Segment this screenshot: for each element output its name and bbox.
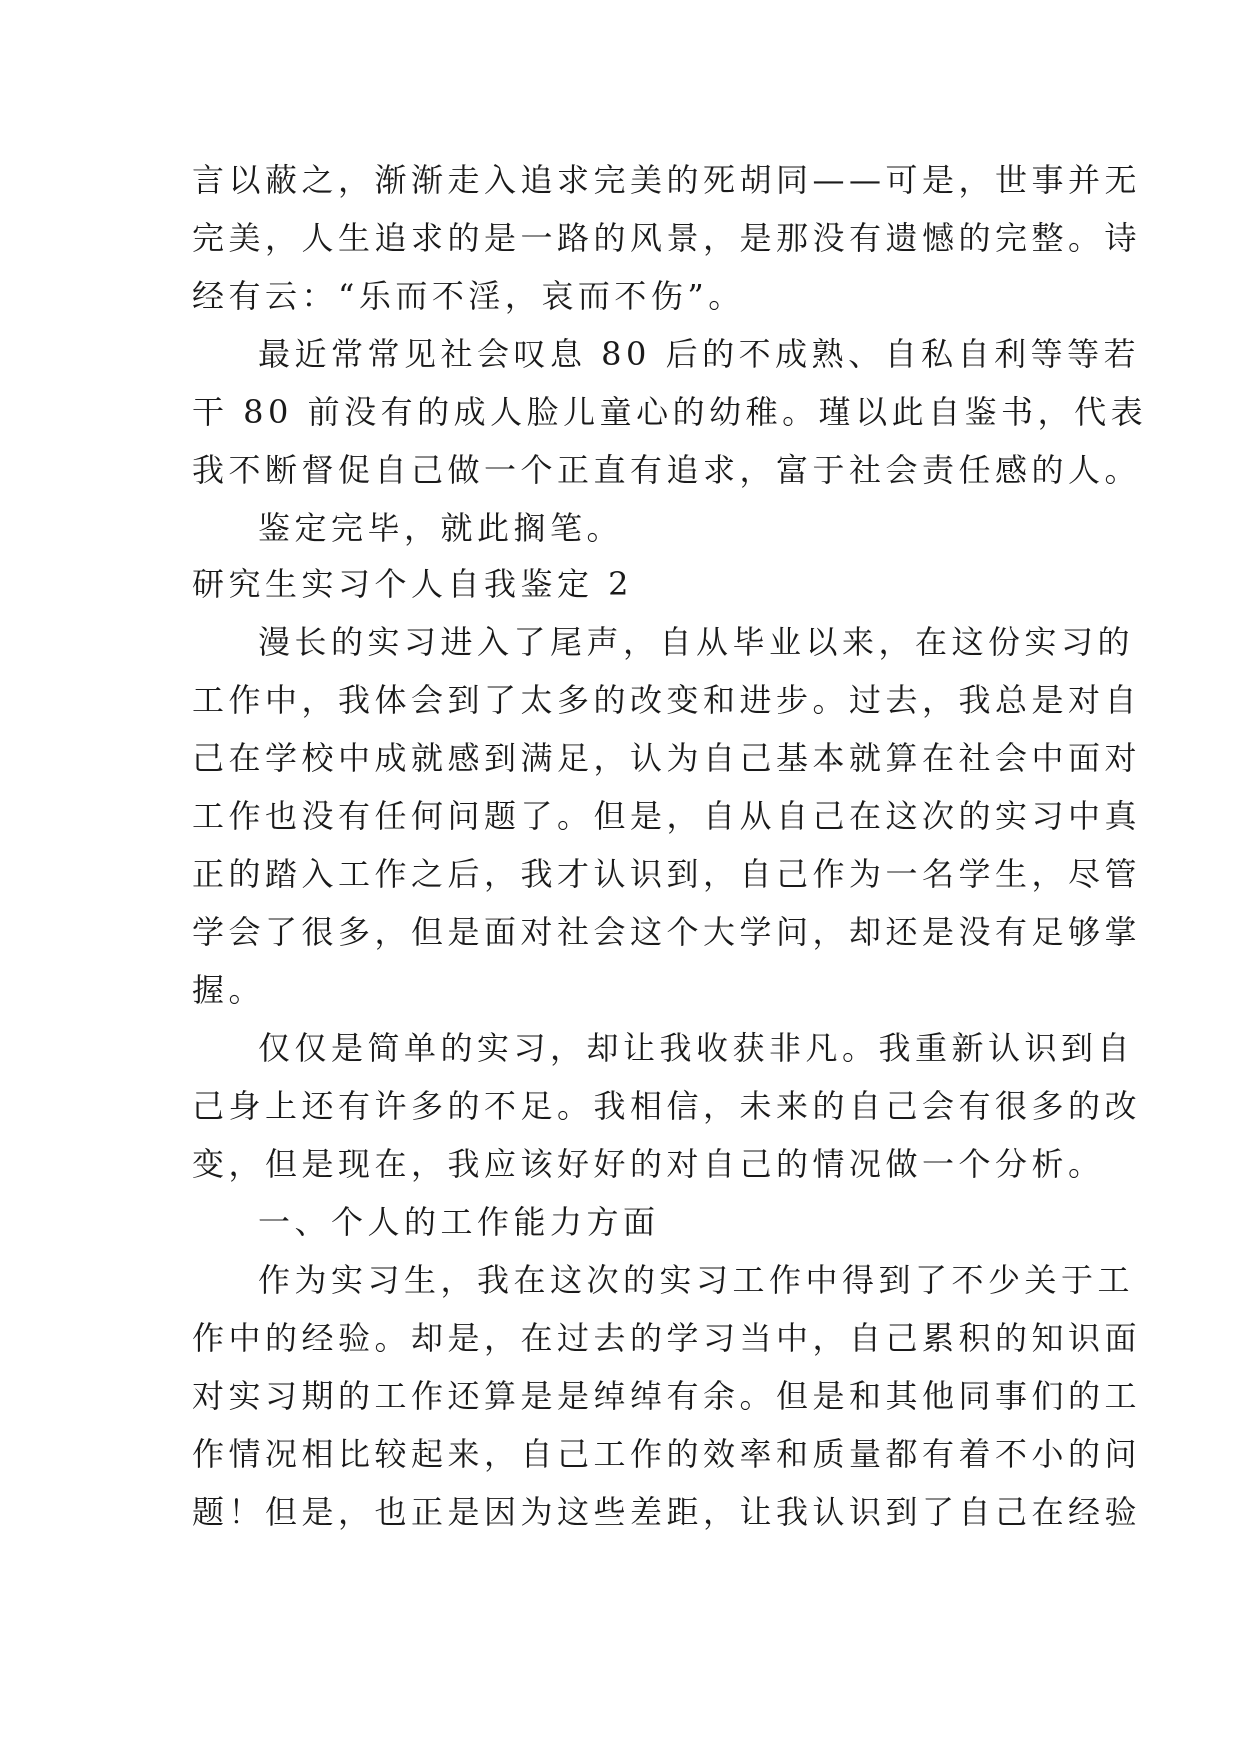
subheading: 一、个人的工作能力方面	[258, 1203, 660, 1241]
text-line: 仅仅是简单的实习，却让我收获非凡。我重新认识到自	[258, 1029, 1135, 1067]
text-line: 己身上还有许多的不足。我相信，未来的自己会有很多的改	[192, 1087, 1142, 1125]
text-line: 经有云：“乐而不淫，哀而不伤”。	[192, 277, 745, 315]
text-line: 作为实习生，我在这次的实习工作中得到了不少关于工	[258, 1261, 1135, 1299]
section-heading: 研究生实习个人自我鉴定 2	[192, 565, 634, 603]
text-line: 鉴定完毕，就此搁笔。	[258, 509, 624, 547]
text-line: 作中的经验。却是，在过去的学习当中，自己累积的知识面	[192, 1319, 1142, 1357]
text-line: 握。	[192, 971, 266, 1009]
text-line: 工作也没有任何问题了。但是，自从自己在这次的实习中真	[192, 797, 1142, 835]
text-line: 干 80 前没有的成人脸儿童心的幼稚。瑾以此自鉴书，代表	[192, 393, 1148, 431]
text-line: 最近常常见社会叹息 80 后的不成熟、自私自利等等若	[258, 335, 1141, 373]
text-line: 题！但是，也正是因为这些差距，让我认识到了自己在经验	[192, 1493, 1142, 1531]
text-line: 言以蔽之，渐渐走入追求完美的死胡同——可是，世事并无	[192, 161, 1142, 199]
text-line: 己在学校中成就感到满足，认为自己基本就算在社会中面对	[192, 739, 1142, 777]
text-line: 对实习期的工作还算是是绰绰有余。但是和其他同事们的工	[192, 1377, 1142, 1415]
text-line: 作情况相比较起来，自己工作的效率和质量都有着不小的问	[192, 1435, 1142, 1473]
text-line: 漫长的实习进入了尾声，自从毕业以来，在这份实习的	[258, 623, 1135, 661]
text-line: 正的踏入工作之后，我才认识到，自己作为一名学生，尽管	[192, 855, 1142, 893]
text-line: 变，但是现在，我应该好好的对自己的情况做一个分析。	[192, 1145, 1105, 1183]
text-line: 工作中，我体会到了太多的改变和进步。过去，我总是对自	[192, 681, 1142, 719]
text-line: 我不断督促自己做一个正直有追求，富于社会责任感的人。	[192, 451, 1142, 489]
text-line: 学会了很多，但是面对社会这个大学问，却还是没有足够掌	[192, 913, 1142, 951]
text-line: 完美，人生追求的是一路的风景，是那没有遗憾的完整。诗	[192, 219, 1142, 257]
